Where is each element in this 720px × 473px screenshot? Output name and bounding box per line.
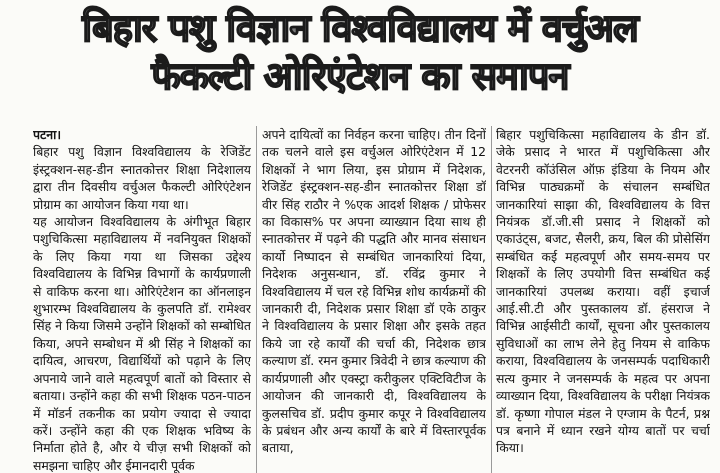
headline	[0, 4, 720, 100]
paragraph: अपने दायित्वों का निर्वहन करना चाहिए। तीन दिनों तक चलने वाले इस वर्चुअल ओरिएंटेशन में 12 शिक्षकों ने भाग लिया, इस प्रोग्राम में निदेशक, रेजिडेंट इंस्ट्रक्शन-सह-डीन स्नातकोत्तर शिक्षा डॉ वीर सिंह राठौर ने %एक आदर्श शिक्षक / प्रोफेसर का विकास% पर अपना व्याख्यान दिया साथ ही स्नातकोत्तर में पढ़ने की पद्धति और मानव संसाधन कार्यो निष्पादन से सम्बंधित जानकारियां दिया, निदेशक अनुसन्धान, डॉ. रविंद्र कुमार ने विश्वविद्यालय में चल रहे विभिन्न शोध कार्यक्रमों की जानकारी दी, निदेशक प्रसार शिक्षा डॉ एके ठाकुर ने विश्वविद्यालय के प्रसार शिक्षा और इसके तहत किये जा रहे कार्यों की चर्चा की, निदेशक छात्र कल्याण डॉ. रमन कुमार त्रिवेदी ने छात्र कल्याण की कार्यप्रणाली और एक्स्ट्रा करीकुलर एक्टिविटीज के आयोजन की जानकारी दी, विश्वविद्यालय के कुलसचिव डॉ. प्रदीप कुमार कपूर ने विश्वविद्यालय के प्रबंधन और अन्य कार्यों के बारे में विस्तारपूर्वक बताया,	[262, 127, 486, 456]
article-column-2	[262, 126, 486, 473]
article-body	[0, 126, 720, 473]
paragraph: बिहार पशुचिकित्सा महाविद्यालय के डीन डॉ. जेके प्रसाद ने भारत में पशुचिकित्सा और वेटरनरी कॉउंसिल ऑफ़ इंडिया के नियम और विभिन्न पाठ्यक्रमों के संचालन सम्बंधित जानकारियां साझा की, विश्वविद्यालय के वित्त नियंत्रक डॉ.जी.सी प्रसाद ने शिक्षकों को एकाउंट्स, बजट, सैलरी, क्रय, बिल की प्रोसेसिंग सम्बंधित कई महत्वपूर्ण और समय-समय पर शिक्षकों के लिए उपयोगी वित्त सम्बंधित कई जानकारियां उपलब्ध कराया। वहीं इचार्ज आई.सी.टी और पुस्तकालय डॉ. हंसराज ने विभिन्न आईसीटी कार्यों, सूचना और पुस्तकालय सुविधाओं का लाभ लेने हेतु नियम से वाकिफ कराया, विश्वविद्यालय के जनसम्पर्क पदाधिकारी सत्य कुमार ने जनसम्पर्क के महत्व पर अपना व्याख्यान दिया, विश्वविद्यालय के परीक्षा नियंत्रक डॉ. कृष्णा गोपाल मंडल ने एग्जाम के पैटर्न, प्रश्न पत्र बनाने में ध्यान रखने योग्य बातों पर चर्चा किया।	[496, 127, 710, 456]
paragraph: बिहार पशु विज्ञान विश्वविद्यालय के रेजिडेंट इंस्ट्रक्शन-सह-डीन स्नातकोत्तर शिक्षा निदेशालय द्वारा तीन दिवसीय वर्चुअल फैकल्टी ओरिएंटेशन प्रोग्राम का आयोजन किया गया था।	[33, 144, 251, 212]
paragraph: यह आयोजन विश्वविद्यालय के अंगीभूत बिहार पशुचिकित्सा महाविद्यालय में नवनियुक्त शिक्षकों के लिए किया गया था जिसका उद्देश्य विश्वविद्यालय के विभिन्न विभागों के कार्यप्रणाली से वाकिफ करना था। ओरिएंटेशन का ऑनलाइन शुभारम्भ विश्वविद्यालय के कुलपति डॉ. रामेश्वर सिंह ने किया जिसमे उन्होंने शिक्षकों को सम्बोधित किया, अपने सम्बोधन में श्री सिंह ने शिक्षकों का दायित्व, आचरण, विद्यार्थियों को पढ़ाने के लिए अपनाये जाने वाले महत्वपूर्ण बातों को विस्तार से बताया। उन्होंने कहा की सभी शिक्षक पठन-पाठन में मॉडर्न तकनीक का प्रयोग ज्यादा से ज्यादा करें। उन्होंने कहा की एक शिक्षक भविष्य के निर्माता होते है, और ये चीज़ सभी शिक्षकों को समझना चाहिए और ईमानदारी पूर्वक	[33, 214, 251, 473]
dateline: पटना।	[33, 127, 62, 142]
headline-line-2: फैकल्टी ओरिएंटेशन का समापन	[151, 54, 569, 98]
article-column-1	[33, 126, 251, 473]
headline-line-1: बिहार पशु विज्ञान विश्वविद्यालय में वर्चुअल	[82, 6, 638, 50]
article-column-3	[496, 126, 710, 473]
